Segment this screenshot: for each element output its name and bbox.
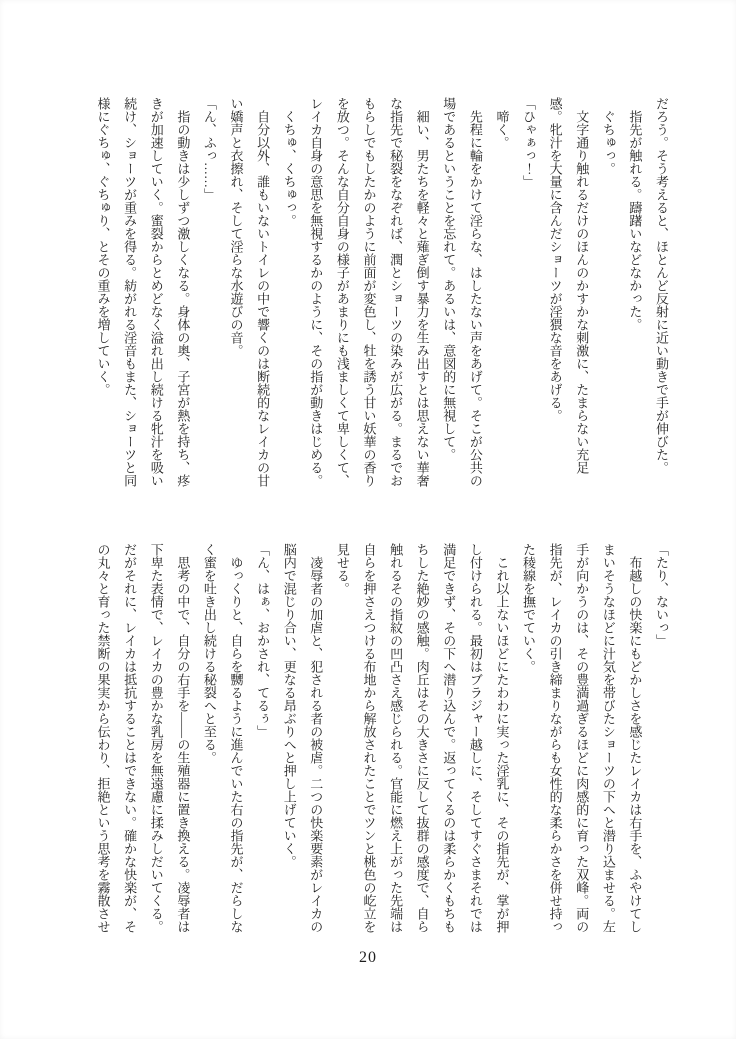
paragraph: 細い、男たちを軽々と薙ぎ倒す暴力を生み出すとは思えない華奢な指先で秘裂をなぞれば、潤とショーツの染みが広がる。まるでおもらしでもしたかのように前面が変色し、牡を誘う甘い妖華の香りを放つ。そんな自分自身の様子があまりにも浅ましくて卑しくて、レイカ自身の意思を無視するかのように、その指が動きはじめる。 bbox=[308, 97, 430, 487]
paragraph: 「ん、ふっ……」 bbox=[201, 97, 217, 201]
paragraph: 啼く。 bbox=[494, 110, 510, 149]
paragraph: 布越しの快楽にもどかしさを感じたレイカは右手を、ふやけてしまいそうなほどに汁気を帯びたショーツの下へと潜り込ませる。左手が向かうのは、その豊満過ぎるほどに肉感的に育った双峰。両の指先が、レイカの引き締まりながらも女性的な柔らかさを併せ持った稜線を撫でていく。 bbox=[521, 543, 643, 933]
paragraph: 思考の中で、自分の右手を――の生殖器に置き換える。凌辱者は下卑た表情で、レイカの豊かな乳房を無遠慮に揉みしだいてくる。だがそれに、レイカは抵抗することはできない。確かな快楽が、その丸々と育った禁断の果実から伝わり、拒絶という思考を霧散させ bbox=[95, 543, 191, 933]
paragraph: これ以上ないほどにたわわに実った淫乳に、その指先が、掌が押し付けられる。最初はブラジャー越しに、そしてすぐさまそれでは満足できず、その下へ潜り込んで。返ってくるのは柔らかくもちもちした絶妙の感触。肉丘はその大きさに反して抜群の感度で、自ら触れるその指紋の凹凸さえ感じられる。官能に燃え上がった先端は自らを押さえつける布地から解放されたことでツンと桃色の屹立を見せる。 bbox=[334, 543, 510, 933]
paragraph: 自分以外、誰もいないトイレの中で響くのは断続的なレイカの甘い嬌声と衣擦れ、そして淫らな水遊びの音。 bbox=[228, 97, 271, 487]
paragraph: 凌辱者の加虐と、犯される者の被虐。二つの快楽要素がレイカの脳内で混じり合い、更なる昂ぶりへと押し上げていく。 bbox=[281, 543, 324, 933]
paragraph: だろう。そう考えると、ほとんど反射に近い動きで手が伸びた。 bbox=[654, 97, 669, 474]
paragraph: 文字通り触れるだけのほんのかすかな刺激に、たまらない充足感。牝汁を大量に含んだショーツが淫猥な音をあげる。 bbox=[547, 97, 590, 474]
paragraph: 「たり、ないっ」 bbox=[654, 543, 669, 647]
text-section-top bbox=[88, 97, 674, 491]
paragraph: 指の動きは少しずつ激しくなる。身体の奥、子宮が熱を持ち、疼きが加速していく。蜜裂からとめどなく溢れ出し続ける牝汁を吸い続け、ショーツが重みを得る。紡がれる淫音もまた、ショーツと同様にぐちゅ、ぐちゅり、とその重みを増していく。 bbox=[95, 97, 191, 487]
page-number: 20 bbox=[359, 949, 377, 966]
paragraph: 指先が触れる。躊躇いなどなかった。 bbox=[627, 110, 643, 331]
paragraph: 「ん、はぁ、おかされ、てるぅ」 bbox=[255, 543, 271, 738]
paragraph: 先程に輪をかけて淫らな、はしたない声をあげて。そこが公共の場であるということを忘れて。あるいは、意図的に無視して。 bbox=[441, 97, 483, 487]
paragraph: ぐちゅっ。 bbox=[600, 110, 616, 175]
paragraph: 「ひゃぁっ！」 bbox=[521, 97, 537, 188]
paragraph: くちゅ、くちゅっ。 bbox=[281, 110, 297, 227]
paragraph: ゆっくりと、自らを嬲るように進んでいた右の指先が、だらしなく蜜を吐き出し続ける秘裂へと至る。 bbox=[201, 543, 244, 933]
text-section-bottom bbox=[88, 543, 674, 937]
